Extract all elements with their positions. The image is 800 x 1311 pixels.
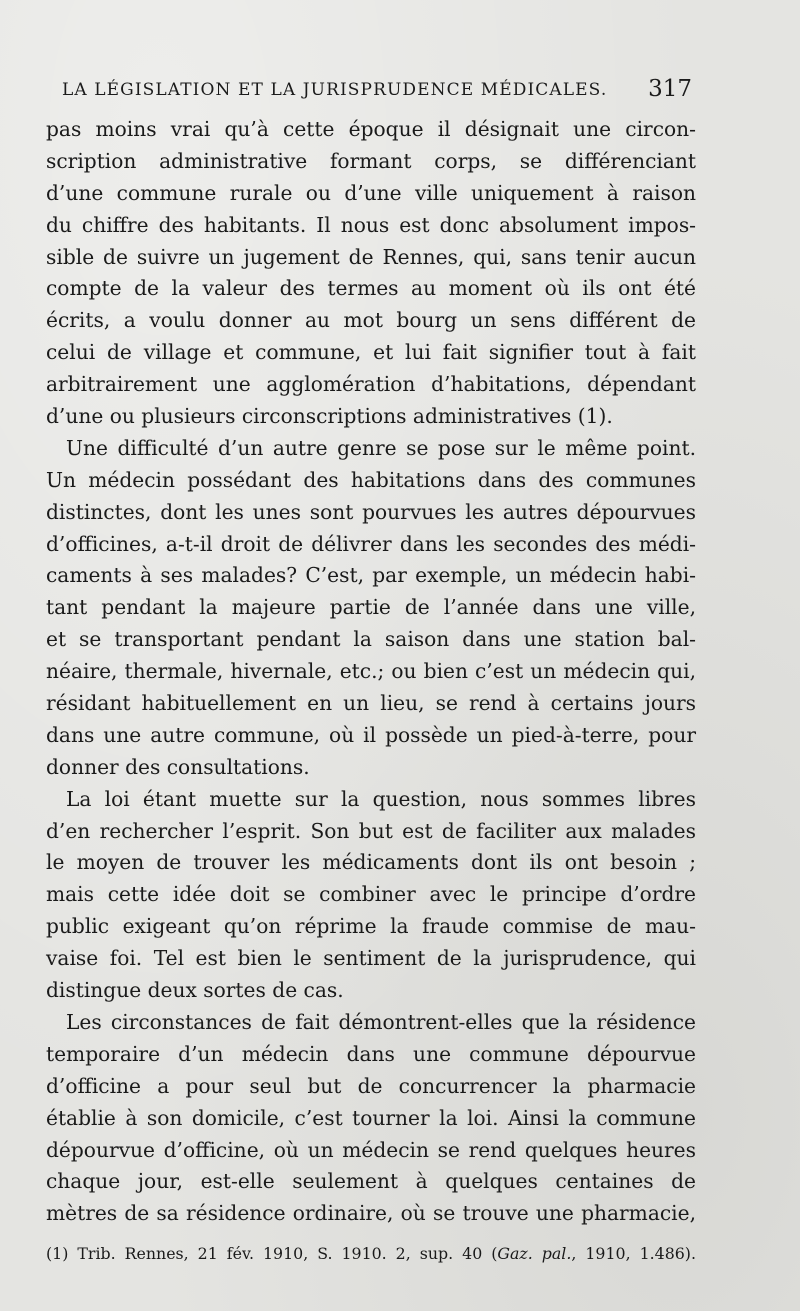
text-line: distinctes, dont les unes sont pourvues les autres dépourvues [46, 499, 696, 524]
text-line: compte de la valeur des termes au moment où ils ont été [46, 276, 696, 301]
text-line: tant pendant la majeure partie de l’année dans une ville, [46, 595, 696, 620]
text-line: dans une autre commune, où il possède un pied-à-terre, pour [46, 722, 696, 747]
text-line: scription administrative formant corps, se différenciant [46, 148, 696, 173]
body-text [46, 114, 696, 1230]
text-line: donner des consultations. [46, 754, 310, 779]
footnote-source-title: Gaz. pal. [497, 1244, 572, 1263]
page-number: 317 [648, 76, 692, 102]
text-line: établie à son domicile, c’est tourner la loi. Ainsi la commune [46, 1105, 696, 1130]
text-line: pas moins vrai qu’à cette époque il désignait une circon- [46, 117, 696, 141]
text-line: d’officine a pour seul but de concurrencer la pharmacie [46, 1073, 696, 1098]
text-line: d’une ou plusieurs circonscriptions administratives (1). [46, 404, 613, 429]
paragraph-start-line: Les circonstances de fait démontrent-elles que la résidence [66, 1009, 696, 1034]
text-line: Un médecin possédant des habitations dans des communes [46, 467, 696, 492]
text-line: caments à ses malades? C’est, par exemple, un médecin habi- [46, 563, 696, 588]
text-line: temporaire d’un médecin dans une commune dépourvue [46, 1041, 696, 1066]
text-line: arbitrairement une agglomération d’habitations, dépendant [46, 372, 696, 397]
text-line: résidant habituellement en un lieu, se rend à certains jours [46, 691, 696, 716]
text-line: vaise foi. Tel est bien le sentiment de la jurisprudence, qui [46, 946, 696, 971]
text-line: sible de suivre un jugement de Rennes, qui, sans tenir aucun [46, 244, 696, 269]
text-line: écrits, a voulu donner au mot bourg un sens différent de [46, 308, 696, 333]
text-line: le moyen de trouver les médicaments dont ils ont besoin ; [46, 850, 696, 875]
paragraph-start-line: Une difficulté d’un autre genre se pose sur le même point. [66, 435, 696, 460]
text-line: d’officines, a-t-il droit de délivrer dans les secondes des médi- [46, 531, 696, 556]
footnote-text-end: , 1910, 1.486). [571, 1244, 696, 1263]
text-line: d’en rechercher l’esprit. Son but est de faciliter aux malades [46, 818, 696, 843]
text-line: et se transportant pendant la saison dans une station bal- [46, 627, 696, 652]
text-line: du chiffre des habitants. Il nous est donc absolument impos- [46, 212, 696, 237]
text-line: public exigeant qu’on réprime la fraude commise de mau- [46, 914, 696, 939]
footnote [46, 1244, 696, 1263]
page-header [62, 76, 692, 104]
text-line: distingue deux sortes de cas. [46, 978, 344, 1003]
text-line: celui de village et commune, et lui fait signifier tout à fait [46, 340, 696, 365]
running-title: LA LÉGISLATION ET LA JURISPRUDENCE MÉDICALES. [62, 80, 608, 100]
text-line: mais cette idée doit se combiner avec le principe d’ordre [46, 882, 696, 907]
text-line: mètres de sa résidence ordinaire, où se trouve une pharmacie, [46, 1201, 696, 1226]
text-line: néaire, thermale, hivernale, etc.; ou bien c’est un médecin qui, [46, 659, 696, 684]
text-line: dépourvue d’officine, où un médecin se rend quelques heures [46, 1137, 696, 1162]
paragraph-start-line: La loi étant muette sur la question, nous sommes libres [66, 786, 696, 811]
footnote-text: (1) Trib. Rennes, 21 fév. 1910, S. 1910. 2, sup. 40 ( [46, 1244, 498, 1263]
text-line: d’une commune rurale ou d’une ville uniquement à raison [46, 180, 696, 205]
text-line: chaque jour, est-elle seulement à quelques centaines de [46, 1169, 696, 1194]
